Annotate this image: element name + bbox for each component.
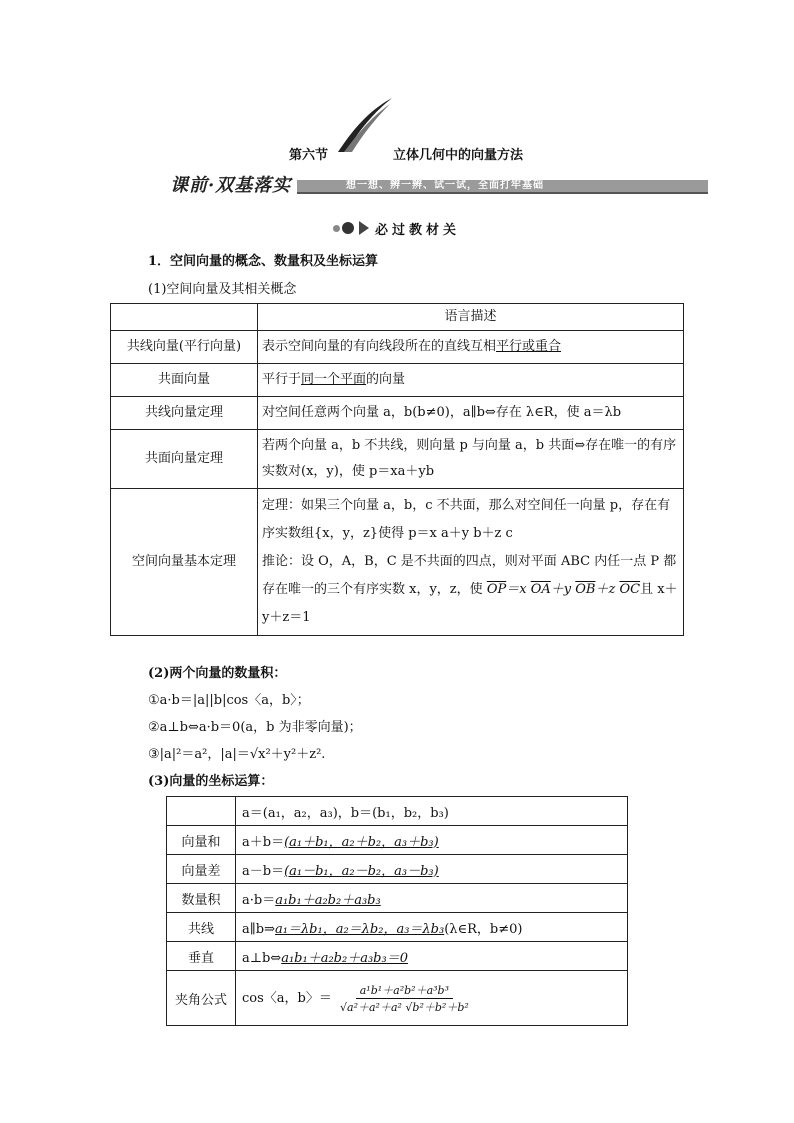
section-label: 第六节 xyxy=(289,148,329,163)
banner-subtitle: 想一想、辨一辨、试一试，全面打牢基础 xyxy=(346,180,544,191)
row-label: 垂直 xyxy=(167,942,236,971)
formula-line: ③|a|²＝a²，|a|＝√x²＋y²＋z². xyxy=(148,747,326,762)
formula-text: a⊥b⇔ xyxy=(242,950,282,966)
formula-line: ②a⊥b⇔a·b＝0(a，b 为非零向量)； xyxy=(148,720,362,735)
row-label: 向量和 xyxy=(167,826,236,855)
desc-text: 的向量 xyxy=(366,372,406,387)
formula-line: ①a·b＝|a||b|cos〈a，b〉； xyxy=(148,693,310,708)
table-row xyxy=(111,331,684,364)
row-label: 共面向量定理 xyxy=(111,430,258,489)
row-formula xyxy=(236,855,628,884)
corollary-tail: 且 x＋y＋z＝1 xyxy=(262,582,678,625)
banner-title: 课前·双基落实 xyxy=(150,177,297,195)
formula-answer: a₁＝λb₁，a₂＝λb₂，a₃＝λb₃ xyxy=(274,921,445,937)
row-formula xyxy=(236,913,628,942)
vector-oc: $\overline{OC}$ xyxy=(619,582,641,597)
table-row xyxy=(167,884,628,913)
fraction-denominator: √a²＋a²＋a² √b²＋b²＋b² xyxy=(340,1000,469,1014)
row-desc xyxy=(258,364,684,397)
row-label: 夹角公式 xyxy=(167,971,236,1026)
formula-text: a＋b＝ xyxy=(242,834,285,850)
formula-text: (λ∈R，b≠0) xyxy=(444,921,523,937)
coef-y: ＋y xyxy=(550,582,572,597)
table-row xyxy=(167,913,628,942)
vector-ob: $\overline{OB}$ xyxy=(575,582,596,597)
row-label: 向量差 xyxy=(167,855,236,884)
coef-x: ＝x xyxy=(506,582,527,597)
table-row xyxy=(167,826,628,855)
table-cell xyxy=(167,797,236,826)
table-row xyxy=(167,855,628,884)
sub-heading: (1)空间向量及其相关概念 xyxy=(148,282,297,297)
section-heading: 1．空间向量的概念、数量积及坐标运算 xyxy=(148,254,379,269)
fraction-numerator: a¹b¹＋a²b²＋a³b³ xyxy=(356,982,453,999)
table-row xyxy=(111,430,684,489)
table-row xyxy=(111,397,684,430)
row-desc xyxy=(258,331,684,364)
row-label: 共面向量 xyxy=(111,364,258,397)
row-formula xyxy=(236,942,628,971)
row-formula xyxy=(236,826,628,855)
row-label: 空间向量基本定理 xyxy=(111,489,258,636)
section-heading: (2)两个向量的数量积： xyxy=(148,666,287,681)
banner xyxy=(150,176,708,196)
corollary-lead: 推论：设 O，A，B，C 是不共面的四点，则对平面 ABC 内任一点 P 都存在唯一的三个有序实数 x，y，z，使 xyxy=(262,554,677,597)
desc-answer: 同一个平面 xyxy=(301,372,367,387)
formula-answer: (a₁＋b₁，a₂＋b₂，a₃＋b₃) xyxy=(284,834,439,850)
formula-answer: a₁b₁＋a₂b₂＋a₃b₃＝0 xyxy=(281,950,408,966)
row-label: 共线向量定理 xyxy=(111,397,258,430)
arrow-right-icon xyxy=(359,221,369,235)
table-row xyxy=(111,489,684,636)
row-label: 共线 xyxy=(167,913,236,942)
table-row xyxy=(167,797,628,826)
theorem-text: 定理：如果三个向量 a，b，c 不共面，那么对空间任一向量 p，存在有序实数组{x，y，z}使得 p＝x a＋y b＋z c xyxy=(262,498,671,541)
dot-icon xyxy=(333,225,340,232)
row-desc xyxy=(258,430,684,489)
formula-text: a∥b⇒ xyxy=(242,921,275,937)
section-title: 立体几何中的向量方法 xyxy=(393,148,524,163)
table-row xyxy=(167,942,628,971)
vector-oa: $\overline{OA}$ xyxy=(530,582,551,597)
badge-text: 必过教材关 xyxy=(375,222,461,238)
formula-text: a－b＝ xyxy=(242,863,285,879)
swoosh-logo-icon xyxy=(336,96,394,154)
row-formula xyxy=(236,884,628,913)
coordinate-table xyxy=(166,796,628,1026)
vector-op: $\overline{OP}$ xyxy=(486,582,507,597)
row-desc xyxy=(258,397,684,430)
angle-fraction xyxy=(336,982,473,1015)
badge xyxy=(333,219,460,237)
table-row xyxy=(111,304,684,331)
row-label: 共线向量(平行向量) xyxy=(111,331,258,364)
formula-text: a·b＝ xyxy=(242,892,276,908)
formula-answer: a₁b₁＋a₂b₂＋a₃b₃ xyxy=(275,892,381,908)
row-label: 数量积 xyxy=(167,884,236,913)
row-desc xyxy=(258,489,684,636)
dot-icon xyxy=(342,222,354,234)
desc-text: 表示空间向量的有向线段所在的直线互相 xyxy=(262,339,497,354)
table-row xyxy=(167,971,628,1026)
table-header: 语言描述 xyxy=(258,304,684,331)
desc-text: 若两个向量 a，b 不共线，则向量 p 与向量 a，b 共面⇔存在唯一的有序实数对(x，y)，使 p＝xa＋yb xyxy=(262,438,677,479)
table-row xyxy=(111,364,684,397)
coef-z: ＋z xyxy=(595,582,616,597)
formula-answer: (a₁－b₁，a₂－b₂，a₃－b₃) xyxy=(284,863,439,879)
section-heading: (3)向量的坐标运算： xyxy=(148,774,274,789)
table-cell xyxy=(111,304,258,331)
desc-text: 平行于 xyxy=(262,372,302,387)
desc-text: 对空间任意两个向量 a，b(b≠0)，a∥b⇔存在 λ∈R，使 a＝λb xyxy=(262,405,622,420)
corollary-text xyxy=(262,548,679,632)
row-formula xyxy=(236,971,628,1026)
formula-text: cos〈a，b〉＝ xyxy=(242,990,332,1006)
table-header: a＝(a₁，a₂，a₃)，b＝(b₁，b₂，b₃) xyxy=(236,797,628,826)
concept-table xyxy=(110,303,684,636)
desc-answer: 平行或重合 xyxy=(496,339,562,354)
